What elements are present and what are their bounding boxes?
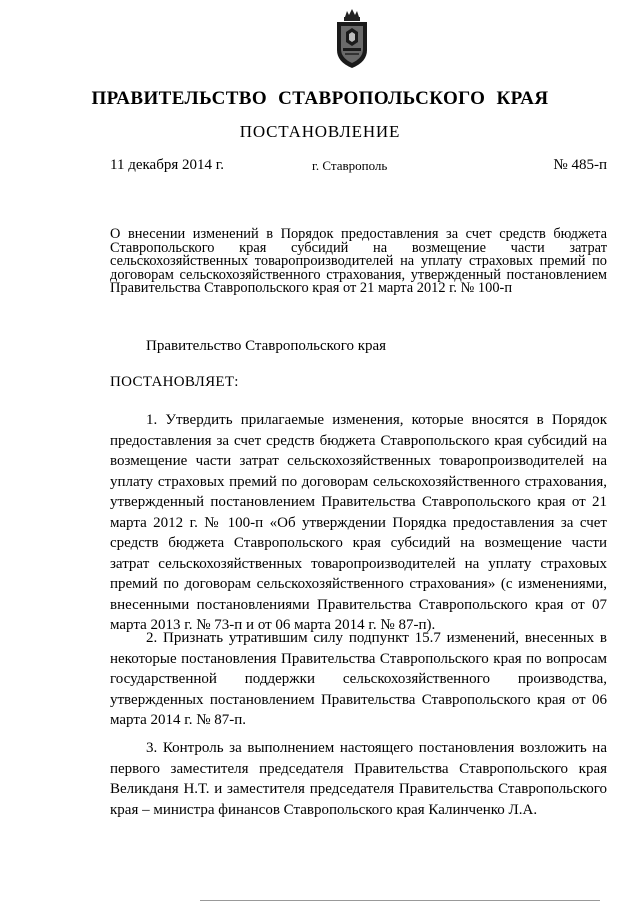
document-number: № 485-п [553,157,607,173]
document-subject: О внесении изменений в Порядок предоставления за счет средств бюджета Ставропольского края субсидий на возмещение части затрат сельскохозяйственных товаропроизводителей на уплату страховых премий по договорам сельскохозяйственного страхования, утвержденный постановлением Правительства Ставропольского края от 21 марта 2012 г. № 100-п [110,226,607,297]
coat-of-arms-emblem [332,8,372,70]
paragraph-3: 3. Контроль за выполнением настоящего постановления возложить на первого заместителя председателя Правительства Ставропольского края Великданя Н.Т. и заместителя председателя Правительства Ставропольского края – министра финансов Ставропольского края Калинченко Л.А. [110,740,607,818]
government-line: Правительство Ставропольского края [146,338,387,354]
decree-word: ПОСТАНОВЛЯЕТ: [110,374,239,390]
organization-title: ПРАВИТЕЛЬСТВО СТАВРОПОЛЬСКОГО КРАЯ [91,88,549,109]
footer-divider [200,900,600,901]
paragraph-2: 2. Признать утратившим силу подпункт 15.7 изменений, внесенных в некоторые постановления Правительства Ставропольского края по вопросам государственной поддержки сельскохозяйственного производства, утвержденных постановлением Правительства Ставропольского края от 06 марта 2014 г. № 87-п. [110,630,607,728]
paragraph-1: 1. Утвердить прилагаемые изменения, которые вносятся в Порядок предоставления за счет средств бюджета Ставропольского края субсидий на возмещение части затрат сельскохозяйственных товаропроизводителей на уплату страховых премий по договорам сельскохозяйственного страхования, утвержденный постановлением Правительства Ставропольского края от 21 марта 2012 г. № 100-п «Об утверждении Порядка предоставления за счет средств бюджета Ставропольского края субсидий на возмещение части затрат сельскохозяйственных товаропроизводителей на уплату страховых премий по договорам сельскохозяйственного страхования» (с изменениями, внесенными постановлениями Правительства Ставропольского края от 07 марта 2013 г. № 73-п и от 06 марта 2014 г. № 87-п). [110,412,607,633]
document-type: ПОСТАНОВЛЕНИЕ [239,122,401,141]
document-date: 11 декабря 2014 г. [110,157,224,173]
document-city: г. Ставрополь [312,158,388,173]
